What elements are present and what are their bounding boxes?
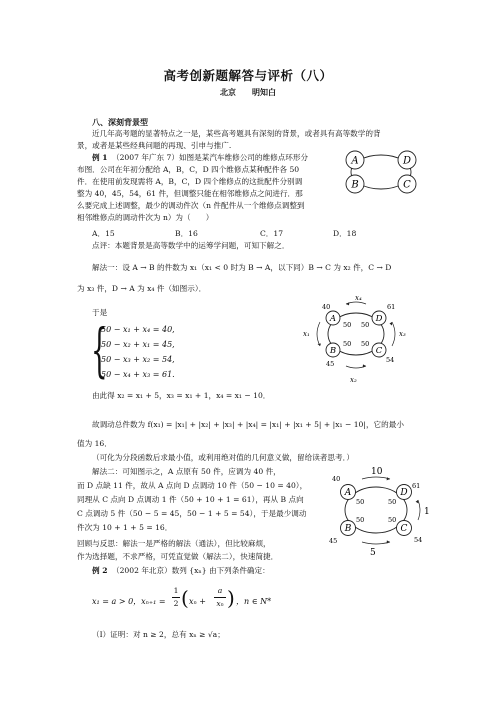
solution1-func-1: 故调动总件数为 f(x₁) = |x₁| + |x₂| + |x₃| + |x₄| = |x₁| + |x₁ + 5| + |x₁ − 10|，它的最小 [92,420,404,429]
arrow-a-d [362,477,390,479]
section-heading: 八、深刻背景型 [92,117,148,127]
value-d-start: 50 [388,498,397,506]
arrow-b-c [362,542,390,544]
example1-comment: 点评：本题背景是高等数学中的运筹学问题，可知下解之． [92,241,290,250]
arrow-x2-head [363,364,366,367]
example2-part-1: （I）证明：对 n ≥ 2，总有 xₙ ≥ √a； [92,630,225,639]
recurrence-left: x₁ = a > 0，xₙ₊₁ = [92,597,166,606]
var-x1: x₁ [303,330,310,338]
a-fraction-bar [214,597,226,598]
value-c-target: 54 [386,356,395,364]
value-d-target: 61 [387,303,396,311]
half-numerator: 1 [173,586,179,595]
value-b-start: 50 [356,516,365,524]
move-c-to-d: 1 [424,507,430,517]
var-x2: x₂ [350,376,357,384]
option-d: D．18 [333,229,357,238]
move-b-to-c: 5 [370,548,376,558]
value-b-target: 45 [329,537,338,545]
reflection-line-2: 作为选择题，不求严格，可凭直觉做（解法二），快速简捷． [77,552,279,561]
value-c-start: 50 [361,340,370,348]
example1-line-2: 布图．公司在年初分配给 A，B，C，D 四个维修点某种配件各 50 [77,165,300,174]
value-b-target: 45 [326,360,335,368]
value-a-target: 40 [322,303,331,311]
solution1-note: （可化为分段函数后求最小值，或利用绝对值的几何意义做，留给读者思考．） [92,453,354,462]
var-x4: x₄ [355,294,362,302]
recurrence-paren-left: xₙ + [189,597,206,606]
a-denominator: xₙ [216,599,224,608]
value-c-target: 54 [414,536,423,544]
value-d-target: 61 [412,482,421,490]
solution1-func-2: 值为 16． [77,439,112,448]
node-d-label: D [375,314,383,324]
ring-diagram-1 [340,146,422,198]
option-c: C．17 [260,229,284,238]
half-fraction-bar [172,597,180,598]
option-b: B．16 [175,229,198,238]
example2-intro: （2002 年北京）数列 {xₙ} 由下列条件确定： [112,566,270,575]
arrow-a-d-head [387,477,390,480]
arrow-c-d-head [416,500,419,503]
system-eq-3: 50 − x₃ + x₂ = 54, [101,355,175,364]
solution2-line-3: 同理从 C 点向 D 点调动 1 件（50 + 10 + 1 = 61），再从 B 点向 [77,495,304,504]
example1-line-3: 件．在使用前发现需将 A，B，C，D 四个维修点的这批配件分别调 [77,177,303,186]
value-a-start: 50 [343,321,352,329]
node-c-label: C [400,524,408,534]
option-a: A．15 [92,229,115,238]
a-numerator: a [217,586,223,595]
reflection-line-1: 回顾与反思：解法一是严格的解法（通法），但比较麻烦， [77,539,271,548]
arrow-x3 [392,322,395,346]
example2-label: 例 2 [92,566,108,575]
value-a-start: 50 [356,498,365,506]
node-b-label: B [329,346,337,356]
arrow-x1 [317,322,320,346]
intro-line-2: 景，或者是某些经典问题的再现、引申与推广. [77,141,232,150]
solution2-line-4: C 点调动 5 件（50 − 5 = 45，50 − 1 + 5 = 54），于是最少调动 [77,509,307,518]
solution1-line-1: 解法一：设 A → B 的件数为 x₁（x₁ < 0 时为 B → A，以下同）B → C 为 x₂ 件，C → D [92,263,392,272]
arrow-x1-head [318,344,322,347]
node-b-label: B [344,524,352,534]
solution1-derive: 由此得 x₂ = x₁ + 5，x₃ = x₁ + 1，x₄ = x₁ − 10． [92,391,271,400]
node-d-label: D [400,488,408,498]
solution1-thus: 于是 [92,308,108,317]
system-eq-2: 50 − x₂ + x₁ = 45, [101,340,175,349]
value-c-start: 50 [388,516,397,524]
example1-line-1: （2007 年广东 7）如图是某汽车维修公司的维修点环形分 [112,153,309,162]
half-denominator: 2 [173,599,179,608]
example1-label: 例 1 [92,153,108,162]
recurrence-right: ，n ∈ N* [236,597,272,606]
paren-open: ( [181,586,189,610]
value-b-start: 50 [343,340,352,348]
ring-diagram-2 [300,290,412,390]
var-x3: x₃ [399,330,406,338]
solution2-line-5: 件次为 10 + 1 + 5 = 16． [77,523,173,532]
node-b-label: B [351,179,359,191]
node-c-label: C [403,179,411,191]
arrow-x4-head [346,302,349,305]
author-line: 北京 明知白 [220,87,276,97]
example1-line-6: 相邻维修点的调动件次为 n）为（ ） [77,213,214,222]
node-c-label: C [375,346,383,356]
arrow-x3-head [390,322,393,326]
node-a-label: A [344,488,352,498]
system-eq-4: 50 − x₄ + x₃ = 61. [101,370,175,379]
ring-diagram-3 [326,462,434,558]
node-d-label: D [402,155,412,167]
solution2-line-1: 解法二：可知图示之，A 点原有 50 件，应调为 40 件， [92,467,281,476]
paren-close: ) [227,586,235,610]
example1-line-5: 么要完成上述调整，最少的调动件次（n 件配件从一个维修点调整到 [77,201,305,210]
node-a-label: A [329,314,337,324]
value-d-start: 50 [361,321,370,329]
solution1-line-2: 为 x₃ 件，D → A 为 x₄ 件（如图示）． [77,284,207,293]
intro-line-1: 近几年高考题的显著特点之一是，某些高考题具有深刻的背景，或者具有高等数学的背 [92,129,381,138]
move-a-to-d: 10 [371,467,383,477]
solution2-line-2: 而 D 点缺 11 件，故从 A 点向 D 点调动 10 件（50 − 10 = 40）， [77,481,308,490]
arrow-b-c-head [387,540,390,543]
value-a-target: 40 [332,475,341,483]
node-a-label: A [351,155,359,167]
system-eq-1: 50 − x₁ + x₄ = 40, [101,325,175,334]
example1-line-4: 整为 40，45，54，61 件，但调整只能在相邻维修点之间进行．那 [77,189,303,198]
page-title: 高考创新题解答与评析（八） [163,68,333,83]
system-brace: { [91,316,108,384]
